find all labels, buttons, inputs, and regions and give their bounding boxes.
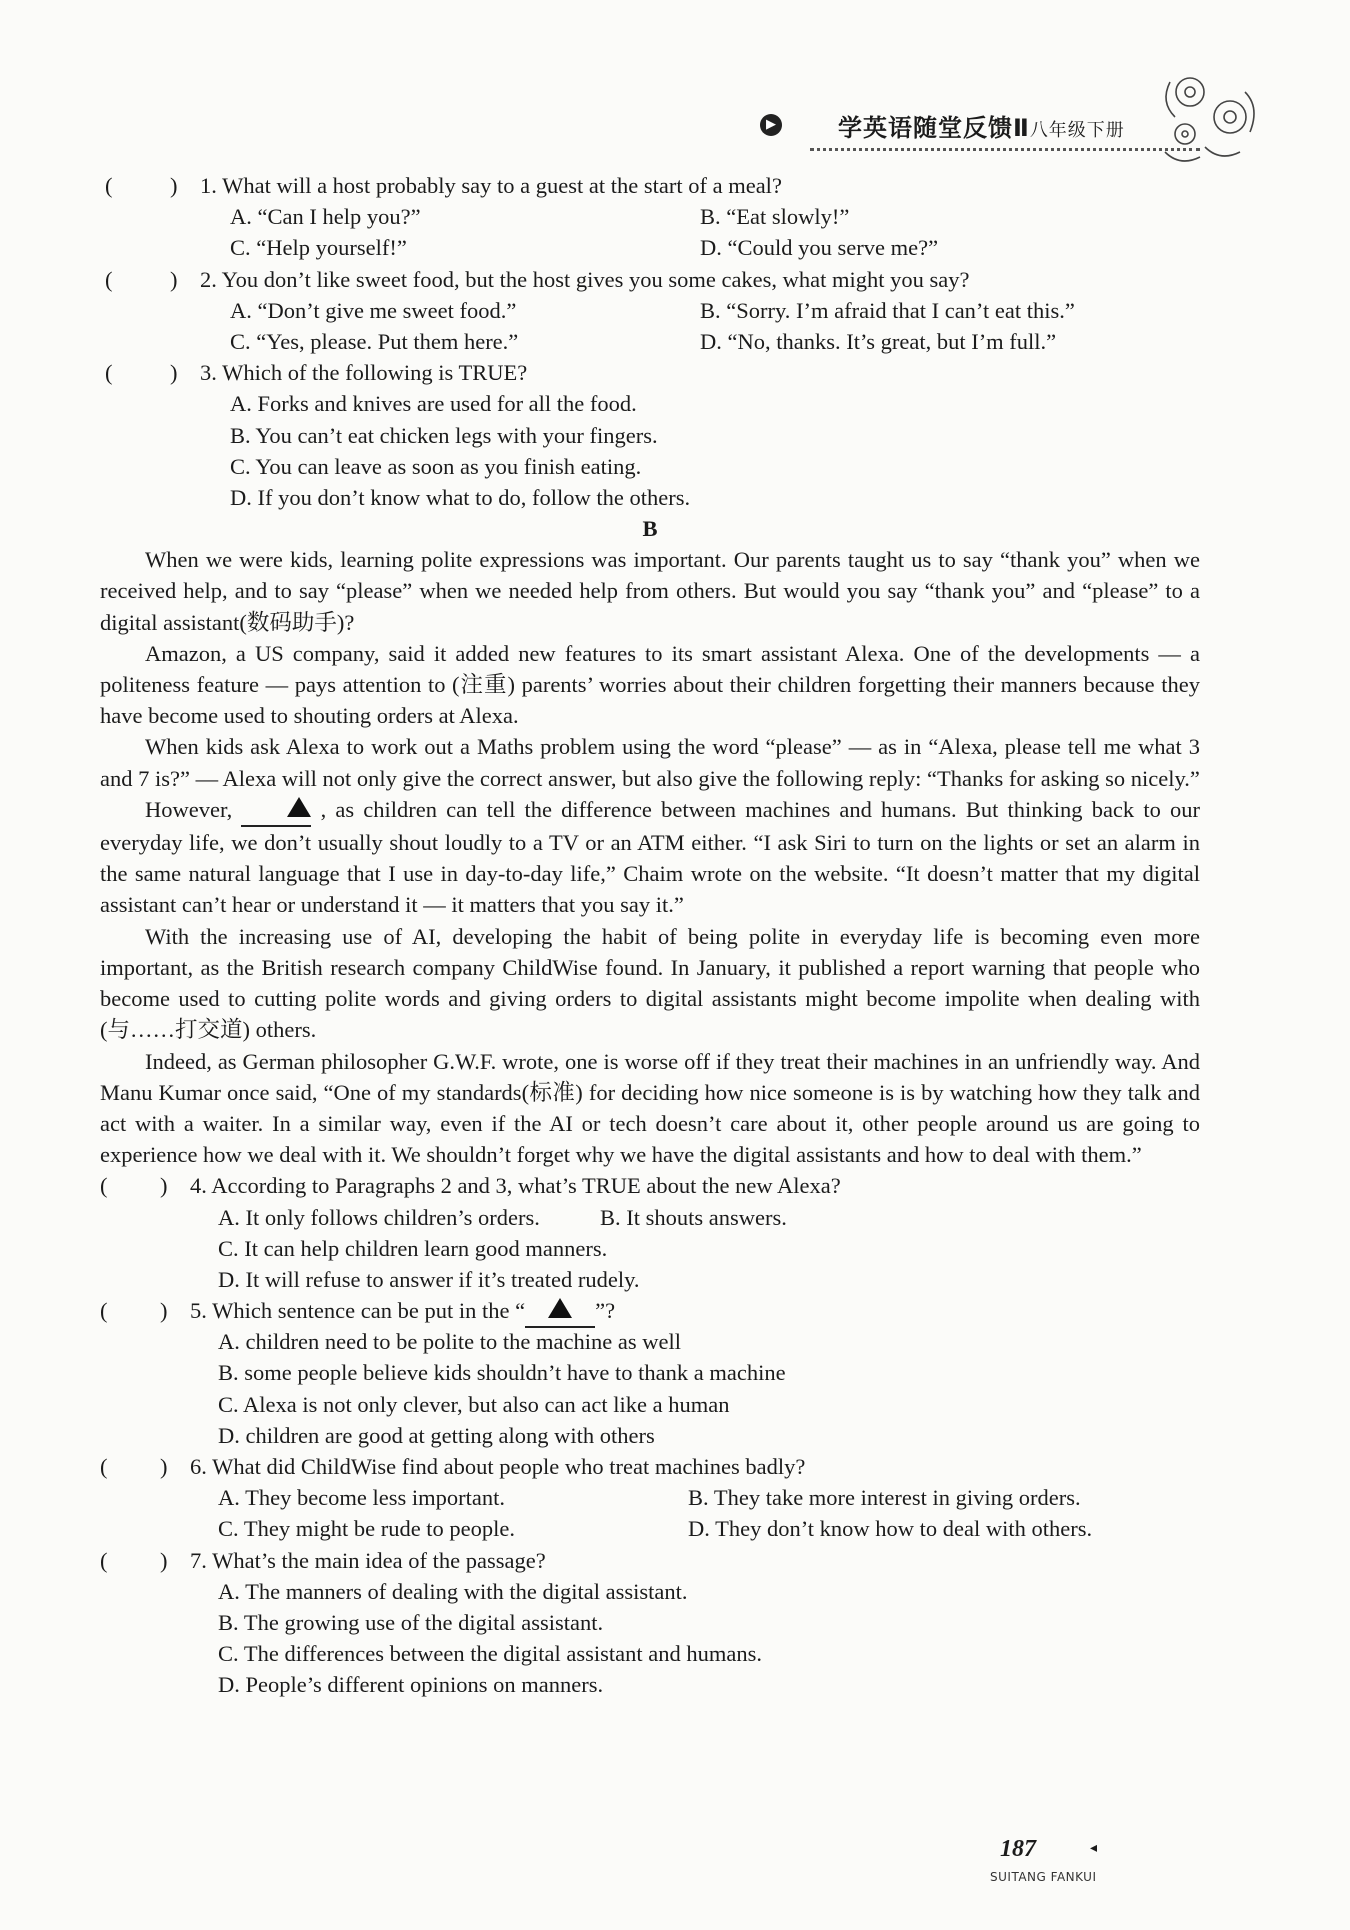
question-4 — [100, 1170, 1200, 1295]
question-number: 6. — [190, 1454, 207, 1479]
option-b: B. It shouts answers. — [600, 1204, 787, 1230]
question-1 — [100, 170, 1200, 264]
section-b-heading: B — [642, 516, 658, 542]
answer-paren-close: ) — [160, 1454, 168, 1479]
question-5 — [100, 1295, 1200, 1451]
question-2 — [100, 264, 1200, 358]
triangle-marker-icon — [548, 1298, 572, 1318]
option-d: D. It will refuse to answer if it’s treated rudely. — [218, 1266, 640, 1292]
header-brand-title: 学英语随堂反馈Ⅱ — [838, 114, 1030, 142]
question-stem — [190, 1170, 841, 1201]
option-a: A. Forks and knives are used for all the food. — [230, 391, 637, 417]
option-d: D. “No, thanks. It’s great, but I’m full.” — [700, 328, 1057, 354]
question-3 — [100, 357, 1200, 513]
question-number: 7. — [190, 1547, 207, 1573]
answer-blank — [525, 1295, 595, 1328]
question-number: 2. — [200, 266, 217, 292]
option-b: B. some people believe kids shouldn’t have to thank a machine — [218, 1360, 786, 1386]
question-6 — [100, 1451, 1200, 1545]
answer-paren-open: ( — [100, 1547, 108, 1573]
passage-paragraph — [100, 794, 1200, 921]
question-stem — [190, 1451, 805, 1482]
paragraph-lead: However, — [145, 796, 233, 822]
option-a: A. children need to be polite to the machine as well — [218, 1329, 681, 1355]
option-a: A. “Can I help you?” — [230, 204, 421, 230]
arrow-marker-icon: ◂ — [1090, 1841, 1098, 1856]
option-c: C. You can leave as soon as you finish eating. — [230, 453, 642, 479]
question-stem — [200, 170, 782, 201]
question-stem — [190, 1295, 615, 1328]
question-text: Which of the following is TRUE? — [222, 360, 528, 386]
passage-paragraph: Indeed, as German philosopher G.W.F. wrote, one is worse off if they treat their machines in an unfriendly way. And Manu Kumar once said, “One of my standards(标准) for deciding how nice someone is is by watching how they talk and act with a waiter. In a similar way, even if the AI or tech doesn’t care about it, other people around us are going to experience how we deal with it. We shouldn’t forget why we have the digital assistants and how to deal with them.” — [100, 1048, 1200, 1168]
option-d: D. “Could you serve me?” — [700, 235, 939, 261]
question-stem — [200, 357, 527, 388]
option-c: C. Alexa is not only clever, but also can act like a human — [218, 1391, 730, 1417]
option-a: A. The manners of dealing with the digital assistant. — [218, 1578, 688, 1604]
option-c: C. They might be rude to people. — [218, 1516, 516, 1542]
answer-paren-close: ) — [170, 266, 178, 292]
reading-passage — [100, 544, 1200, 1170]
option-b: B. “Sorry. I’m afraid that I can’t eat this.” — [700, 297, 1075, 323]
header-grade: 八年级下册 — [1029, 120, 1125, 141]
option-d: D. If you don’t know what to do, follow the others. — [230, 484, 691, 510]
question-text: What’s the main idea of the passage? — [212, 1547, 546, 1573]
paragraph-rest: , as children can tell the difference between machines and humans. But thinking back to our everyday life, we don’t usually shout loudly to a TV or an ATM either. “I ask Siri to turn on the lights or set an alarm in the same natural language that I use in day-to-day life,” Chaim wrote on the website. “It doesn’t matter that my digital assistant can’t hear or understand it — it matters that you say it.” — [100, 796, 1201, 918]
question-text: You don’t like sweet food, but the host gives you some cakes, what might you say? — [221, 266, 970, 292]
question-stem — [200, 264, 970, 295]
question-number: 4. — [190, 1173, 207, 1199]
option-a: A. They become less important. — [218, 1485, 506, 1511]
answer-paren-open: ( — [105, 266, 113, 292]
answer-paren-open: ( — [100, 1173, 108, 1199]
flower-decoration-icon — [1150, 62, 1270, 172]
answer-paren-close: ) — [160, 1298, 168, 1324]
question-number: 1. — [200, 173, 217, 198]
option-c: C. “Help yourself!” — [230, 235, 407, 261]
answer-blank — [241, 794, 311, 827]
page-number: 187 — [1000, 1836, 1036, 1862]
footer-brand: SUITANG FANKUI — [990, 1870, 1097, 1884]
option-b: B. “Eat slowly!” — [700, 204, 850, 230]
option-d: D. They don’t know how to deal with others. — [688, 1516, 1093, 1542]
header-brand — [838, 108, 1125, 143]
question-text-before: Which sentence can be put in the “ — [212, 1298, 526, 1324]
option-d: D. People’s different opinions on manners. — [218, 1672, 604, 1698]
play-bullet-icon: ▶ — [760, 114, 782, 136]
page-content — [100, 170, 1200, 1701]
option-c: C. “Yes, please. Put them here.” — [230, 328, 519, 354]
option-c: C. The differences between the digital assistant and humans. — [218, 1641, 763, 1667]
question-number: 3. — [200, 360, 217, 386]
answer-paren-close: ) — [160, 1173, 168, 1199]
option-b: B. They take more interest in giving orders. — [688, 1485, 1081, 1511]
question-stem — [190, 1545, 546, 1576]
option-b: B. You can’t eat chicken legs with your fingers. — [230, 422, 658, 448]
option-b: B. The growing use of the digital assistant. — [218, 1609, 604, 1635]
passage-paragraph: With the increasing use of AI, developing the habit of being polite in everyday life is becoming even more important, as the British research company ChildWise found. In January, it published a report warning that people who become used to cutting polite words and giving orders to digital assistants might become impolite when dealing with (与……打交道) others. — [100, 923, 1200, 1043]
answer-paren-close: ) — [160, 1547, 168, 1573]
answer-paren-close: ) — [170, 360, 178, 386]
answer-paren-open: ( — [105, 173, 113, 198]
question-text-after: ”? — [595, 1298, 616, 1324]
question-number: 5. — [190, 1298, 207, 1324]
option-c: C. It can help children learn good manners. — [218, 1235, 608, 1261]
question-text: According to Paragraphs 2 and 3, what’s TRUE about the new Alexa? — [211, 1173, 841, 1199]
answer-paren-open: ( — [100, 1298, 108, 1324]
question-text: What did ChildWise find about people who treat machines badly? — [212, 1454, 806, 1479]
option-a: A. “Don’t give me sweet food.” — [230, 297, 517, 323]
question-7 — [100, 1545, 1200, 1701]
question-text: What will a host probably say to a guest at the start of a meal? — [222, 173, 782, 198]
answer-paren-close: ) — [170, 173, 178, 198]
passage-paragraph: When kids ask Alexa to work out a Maths problem using the word “please” — as in “Alexa, please tell me what 3 and 7 is?” — Alexa will not only give the correct answer, but also give the following reply: “Thanks for asking so nicely.” — [100, 734, 1200, 791]
header-dotted-rule — [810, 148, 1200, 151]
passage-paragraph: Amazon, a US company, said it added new features to its smart assistant Alexa. One of the developments — a politeness feature — pays attention to (注重) parents’ worries about their children forgetting their manners because they have become used to shouting orders at Alexa. — [100, 640, 1200, 729]
answer-paren-open: ( — [100, 1454, 108, 1479]
option-d: D. children are good at getting along with others — [218, 1422, 655, 1448]
passage-paragraph: When we were kids, learning polite expressions was important. Our parents taught us to say “thank you” when we received help, and to say “please” when we needed help from others. But would you say “thank you” and “please” to a digital assistant(数码助手)? — [100, 547, 1200, 635]
option-a: A. It only follows children’s orders. — [218, 1204, 540, 1230]
triangle-marker-icon — [287, 797, 311, 817]
answer-paren-open: ( — [105, 360, 113, 386]
